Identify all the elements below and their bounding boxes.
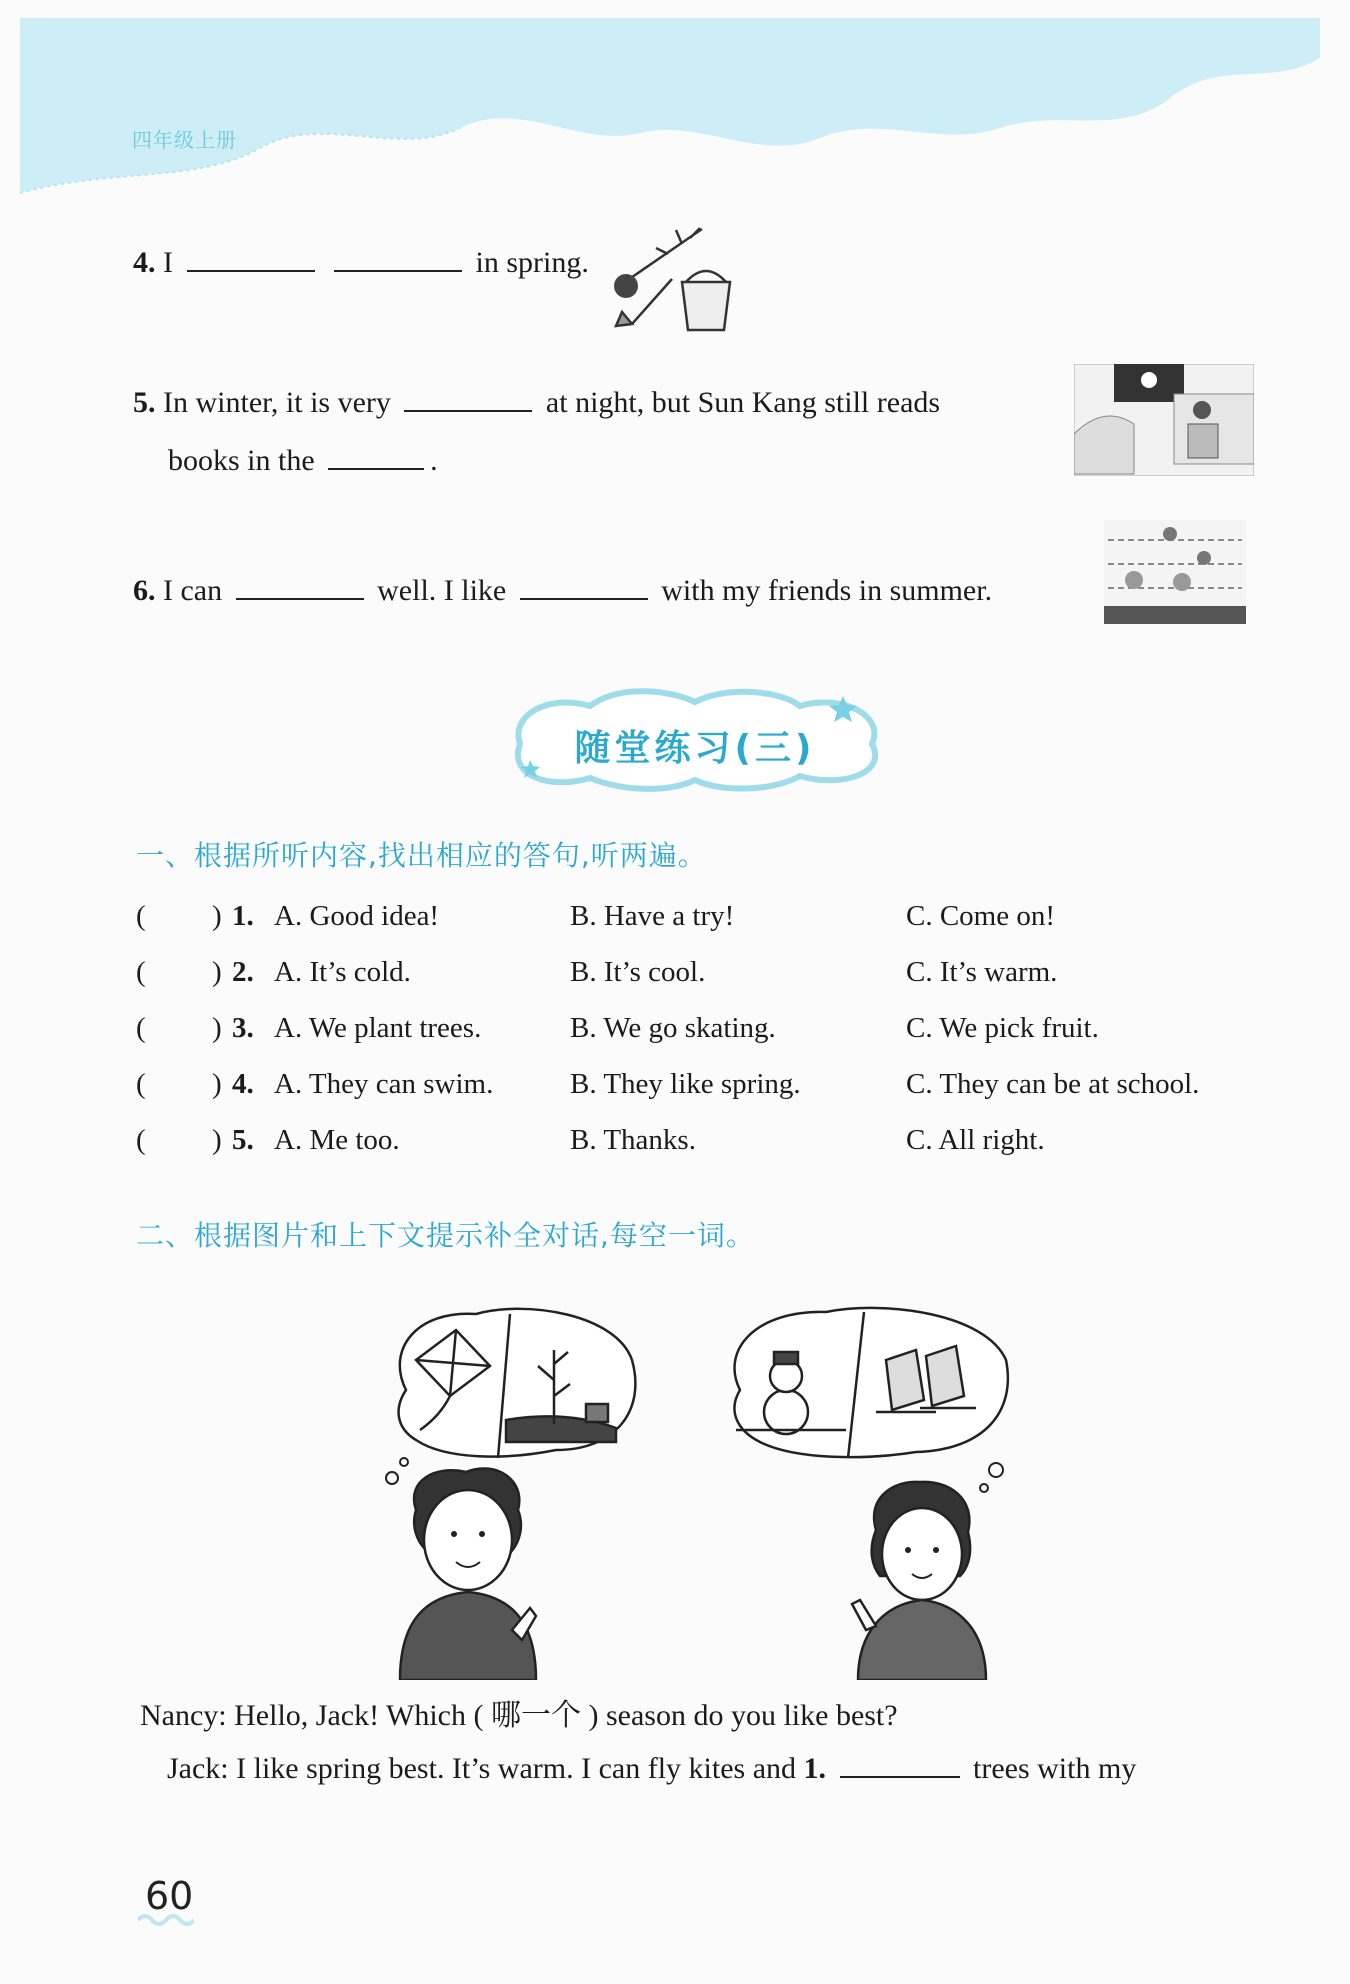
- exercise-text: well. I like: [377, 574, 507, 607]
- option-c: C. Come on!: [906, 900, 1056, 932]
- answer-blank[interactable]: [404, 382, 532, 412]
- answer-paren-open[interactable]: (: [136, 900, 146, 932]
- section1-heading: 一、根据所听内容,找出相应的答句,听两遍。: [136, 839, 707, 872]
- dialogue-line-nancy: Nancy: Hello, Jack! Which ( 哪一个 ) season do you like best?: [140, 1699, 898, 1732]
- answer-blank[interactable]: [187, 242, 315, 272]
- exercise-5-line1: [133, 382, 940, 420]
- option-a: A. We plant trees.: [274, 1012, 482, 1044]
- answer-paren-open[interactable]: (: [136, 956, 146, 988]
- listening-item-5: [136, 1124, 1266, 1166]
- item-number: 2.: [232, 956, 254, 988]
- option-a: A. They can swim.: [274, 1068, 494, 1100]
- page-number: 60: [145, 1874, 194, 1918]
- exercise-text: I: [163, 246, 173, 279]
- nancy-thinking-winter-illustration: [716, 1300, 1016, 1680]
- option-c: C. All right.: [906, 1124, 1045, 1156]
- listening-item-2: [136, 956, 1266, 998]
- exercise-text: in spring.: [475, 246, 589, 279]
- answer-paren-open[interactable]: (: [136, 1068, 146, 1100]
- exercise-6: [133, 570, 992, 608]
- exercise-text: with my friends in summer.: [661, 574, 993, 607]
- answer-blank[interactable]: [334, 242, 462, 272]
- answer-paren-open[interactable]: (: [136, 1012, 146, 1044]
- jack-thinking-spring-illustration: [376, 1300, 646, 1680]
- option-a: A. Me too.: [274, 1124, 400, 1156]
- option-b: B. Have a try!: [570, 900, 735, 932]
- swimming-illustration: [1104, 520, 1246, 624]
- answer-blank[interactable]: [236, 570, 364, 600]
- item-number: 3.: [232, 1012, 254, 1044]
- answer-paren-close: ): [212, 900, 222, 932]
- option-c: C. It’s warm.: [906, 956, 1058, 988]
- answer-paren-open[interactable]: (: [136, 1124, 146, 1156]
- item-number: 5.: [232, 1124, 254, 1156]
- answer-blank[interactable]: [328, 440, 424, 470]
- answer-paren-close: ): [212, 1068, 222, 1100]
- exercise-text: .: [430, 444, 438, 477]
- exercise-num: 6.: [133, 574, 156, 607]
- option-c: C. They can be at school.: [906, 1068, 1200, 1100]
- listening-item-3: [136, 1012, 1266, 1054]
- option-a: A. Good idea!: [274, 900, 440, 932]
- exercise-4: [133, 242, 589, 280]
- answer-blank[interactable]: [520, 570, 648, 600]
- answer-paren-close: ): [212, 1124, 222, 1156]
- blank-number: 1.: [803, 1752, 827, 1785]
- exercise-text: I can: [163, 574, 223, 607]
- option-b: B. They like spring.: [570, 1068, 801, 1100]
- exercise-text: In winter, it is very: [163, 386, 391, 419]
- option-a: A. It’s cold.: [274, 956, 411, 988]
- exercise-5-line2: [168, 440, 438, 478]
- answer-paren-close: ): [212, 1012, 222, 1044]
- option-b: B. Thanks.: [570, 1124, 696, 1156]
- listening-item-4: [136, 1068, 1266, 1110]
- page-number-wave-decoration: [138, 1914, 194, 1926]
- answer-paren-close: ): [212, 956, 222, 988]
- section2-heading: 二、根据图片和上下文提示补全对话,每空一词。: [136, 1219, 755, 1252]
- item-number: 4.: [232, 1068, 254, 1100]
- exercise-text: at night, but Sun Kang still reads: [545, 386, 941, 419]
- item-number: 1.: [232, 900, 254, 932]
- exercise-num: 5.: [133, 386, 156, 419]
- dialogue-line-jack: [167, 1748, 1136, 1786]
- winter-reading-illustration: [1074, 364, 1254, 476]
- answer-blank[interactable]: [840, 1748, 960, 1778]
- exercise-text: books in the: [168, 444, 315, 477]
- option-c: C. We pick fruit.: [906, 1012, 1099, 1044]
- grade-label: 四年级上册: [132, 128, 237, 152]
- section-title: 随堂练习(三): [574, 728, 816, 769]
- dialogue-text: Jack: I like spring best. It’s warm. I can fly kites and: [167, 1752, 797, 1785]
- option-b: B. It’s cool.: [570, 956, 706, 988]
- dialogue-text: trees with my: [973, 1752, 1137, 1785]
- listening-item-1: [136, 900, 1266, 942]
- header-cloud-band: [20, 18, 1320, 198]
- exercise-num: 4.: [133, 246, 156, 279]
- option-b: B. We go skating.: [570, 1012, 776, 1044]
- tree-planting-illustration: [612, 224, 752, 334]
